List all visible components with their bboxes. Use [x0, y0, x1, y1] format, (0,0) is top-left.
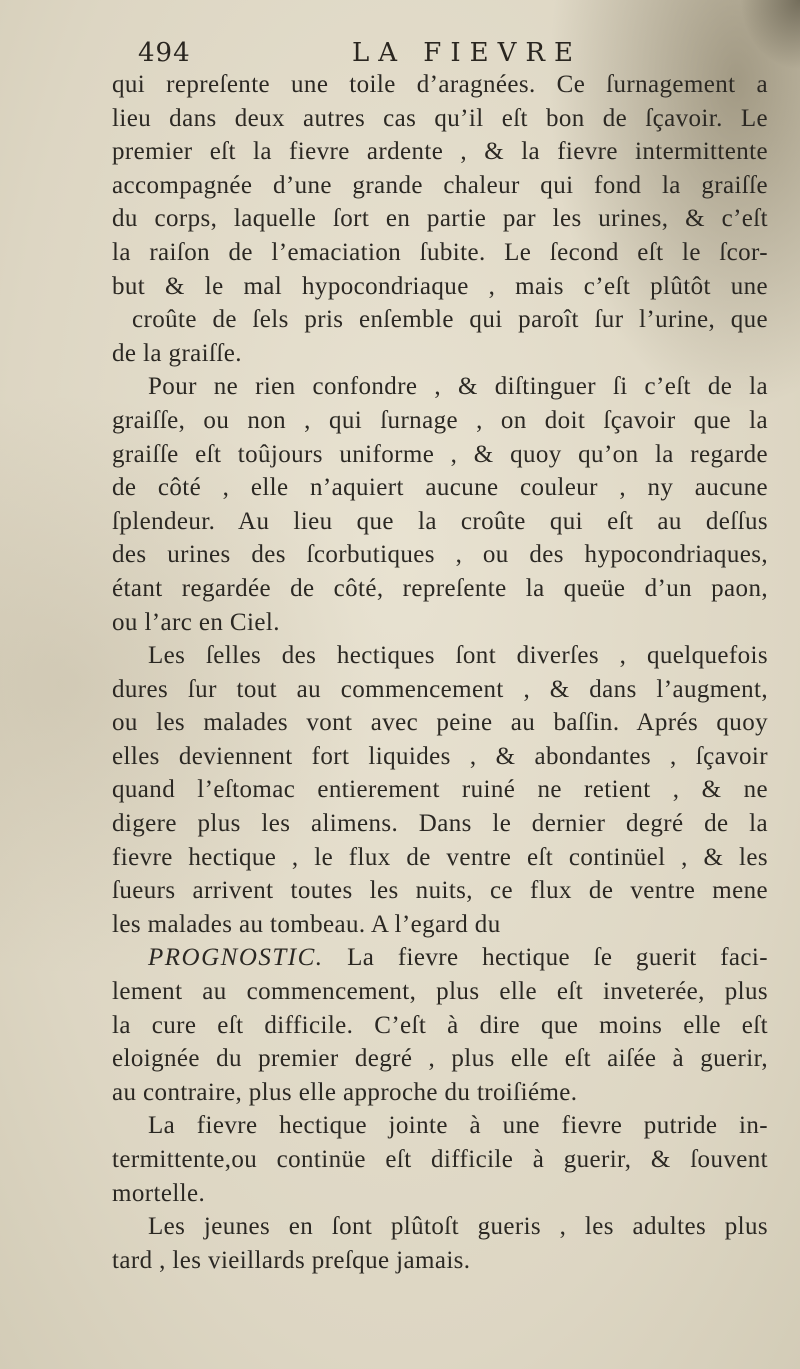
text-line: qui repreſente une toile d’aragnées. Ce ſurnagement a [112, 71, 768, 98]
text-line: des urines des ſcorbutiques , ou des hypocondriaques, [112, 541, 768, 569]
text-line: dures ſur tout au commencement , & dans l’augment, [112, 675, 768, 703]
prognostic-line-rest: La fievre hectique ſe guerit faci- [323, 944, 768, 972]
text-line: la raiſon de l’emaciation ſubite. Le ſecond eſt le ſcor- [112, 238, 768, 266]
text-line: digere plus les alimens. Dans le dernier degré de la [112, 810, 768, 838]
text-line: graiſſe eſt toûjours uniforme , & quoy qu’on la regarde [112, 440, 768, 468]
text-line: au contraire, plus elle approche du troiſiéme. [112, 1078, 578, 1106]
text-line: elles deviennent fort liquides , & abondantes , ſçavoir [112, 742, 768, 770]
text-line: termittente,ou continüe eſt difficile à guerir, & ſouvent [112, 1146, 768, 1173]
paragraph-start: Les ſelles des hectiques ſont diverſes , quelquefois [148, 642, 768, 670]
text-line: du corps, laquelle ſort en partie par les urines, & c’eſt [112, 205, 768, 233]
text-line: ou l’arc en Ciel. [112, 608, 280, 636]
text-line: eloignée du premier degré , plus elle eſt aiſée à guerir, [112, 1045, 768, 1073]
text-line: but & le mal hypocondriaque , mais c’eſt plûtôt une [112, 272, 768, 300]
text-line: fievre hectique , le flux de ventre eſt continüel , & les [112, 843, 768, 871]
text-line: mortelle. [112, 1179, 206, 1207]
prognostic-heading: PROGNOSTIC. [148, 944, 324, 972]
text-line: premier eſt la fievre ardente , & la fievre intermittente [112, 138, 768, 166]
text-line: quand l’eſtomac entierement ruiné ne retient , & ne [112, 776, 768, 804]
text-line: de côté , elle n’aquiert aucune couleur , ny aucune [112, 474, 768, 502]
running-title: LA FIEVRE [352, 38, 582, 68]
paragraph-start: Les jeunes en ſont plûtoſt gueris , les adultes plus [148, 1213, 768, 1241]
text-line: lieu dans deux autres cas qu’il eſt bon de ſçavoir. Le [112, 104, 768, 132]
prognostic-line [112, 941, 768, 975]
text-line: graiſſe, ou non , qui ſurnage , on doit ſçavoir que la [112, 406, 768, 434]
text-line: ſueurs arrivent toutes les nuits, ce flux de ventre mene [112, 877, 768, 905]
text-line: accompagnée d’une grande chaleur qui fond la graiſſe [112, 171, 768, 199]
body-text [112, 68, 768, 1277]
text-line: ſplendeur. Au lieu que la croûte qui eſt au deſſus [112, 507, 768, 535]
text-line: de la graiſſe. [112, 339, 242, 367]
text-line: ou les malades vont avec peine au baſſin. Aprés quoy [112, 709, 768, 737]
text-line: croûte de ſels pris enſemble qui paroît ſur l’urine, que [132, 306, 768, 334]
paragraph-start: La fievre hectique jointe à une fievre putride in- [148, 1112, 768, 1140]
text-line: la cure eſt difficile. C’eſt à dire que moins elle eſt [112, 1011, 768, 1039]
text-line: lement au commencement, plus elle eſt inveterée, plus [112, 978, 768, 1006]
text-line: les malades au tombeau. A l’egard du [112, 910, 501, 938]
paragraph-start: Pour ne rien confondre , & diſtinguer ſi c’eſt de la [148, 373, 768, 401]
page-number: 494 [138, 38, 191, 68]
text-line: étant regardée de côté, repreſente la queüe d’un paon, [112, 574, 768, 602]
text-line: tard , les vieillards preſque jamais. [112, 1246, 471, 1274]
